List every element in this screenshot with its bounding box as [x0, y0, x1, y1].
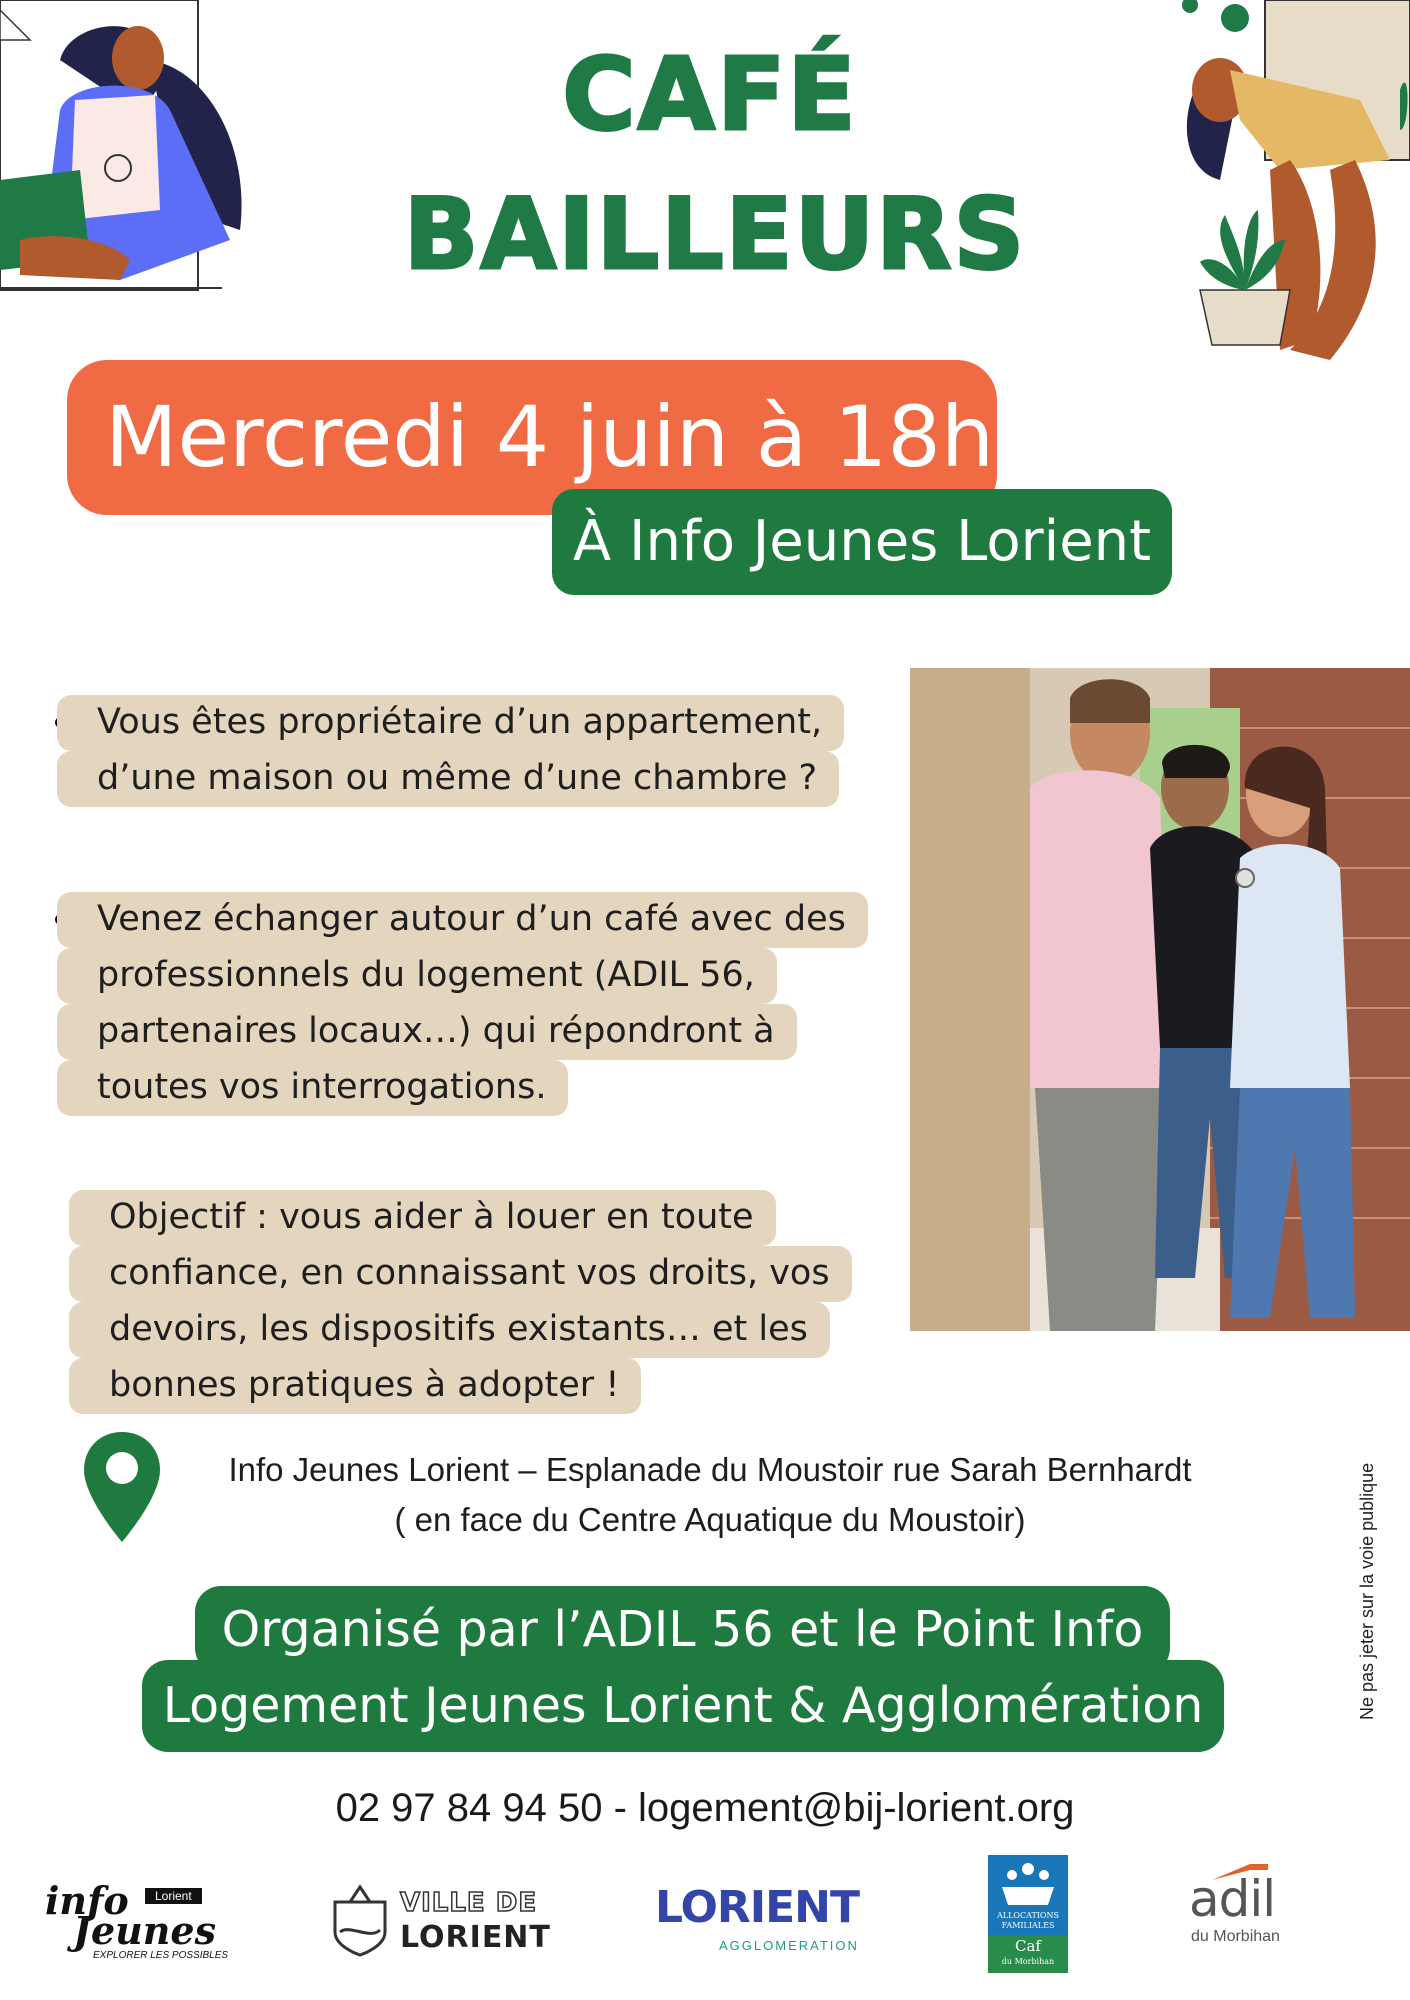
logo-info-jeunes-tag: Lorient — [145, 1888, 202, 1904]
logo-caf-line2: FAMILIALES — [1001, 1921, 1055, 1930]
logo-caf-line1: ALLOCATIONS — [997, 1911, 1059, 1920]
bullet-2 — [57, 892, 868, 1116]
bullet-2-line-3: partenaires locaux…) qui répondront à — [57, 1004, 797, 1060]
logo-agglo-line1: LORIENT — [655, 1882, 860, 1933]
caf-family-icon — [988, 1857, 1068, 1912]
bullet-1-line-1: Vous êtes propriétaire d’un appartement, — [57, 695, 844, 751]
organizer-line-1: Organisé par l’ADIL 56 et le Point Info — [195, 1586, 1170, 1674]
logo-adil-word: adil — [1189, 1870, 1276, 1928]
logo-info-jeunes-word2: Jeunes — [73, 1908, 216, 1953]
ville-crest-icon — [330, 1882, 390, 1957]
logo-ville-de-lorient — [330, 1882, 570, 1962]
photo-landlord-handing-keys — [910, 668, 1410, 1331]
logo-info-jeunes-slogan: EXPLORER LES POSSIBLES — [93, 1950, 229, 1961]
bullet-3-line-4: bonnes pratiques à adopter ! — [69, 1358, 641, 1414]
bullet-2-line-2: professionnels du logement (ADIL 56, — [57, 948, 777, 1004]
bullet-1 — [57, 695, 844, 807]
logo-adil-sub: du Morbihan — [1191, 1928, 1280, 1945]
logo-adil-morbihan — [1185, 1862, 1305, 1952]
logo-info-jeunes-word1: info — [45, 1878, 129, 1923]
logo-info-jeunes — [45, 1878, 229, 1963]
organizer-line-2: Logement Jeunes Lorient & Agglomération — [142, 1660, 1224, 1752]
event-venue: À Info Jeunes Lorient — [552, 489, 1172, 595]
logo-caf-morbihan — [988, 1855, 1068, 1973]
address-line-2: ( en face du Centre Aquatique du Moustoir) — [394, 1501, 1026, 1538]
logo-lorient-agglomeration — [655, 1882, 870, 1957]
illustration-man-with-plant — [1160, 0, 1410, 370]
event-date: Mercredi 4 juin à 18h — [67, 360, 997, 515]
side-note: Ne pas jeter sur la voie publique — [1357, 1462, 1377, 1720]
bullet-3 — [69, 1190, 852, 1414]
illustration-woman-reading — [0, 0, 260, 295]
contact-info: 02 97 84 94 50 - logement@bij-lorient.org — [335, 1786, 1075, 1830]
bullet-1-line-2: d’une maison ou même d’une chambre ? — [57, 751, 839, 807]
bullet-3-line-1: Objectif : vous aider à louer en toute — [69, 1190, 776, 1246]
logo-caf-line3: Caf — [988, 1935, 1068, 1973]
bullet-3-line-2: confiance, en connaissant vos droits, vos — [69, 1246, 852, 1302]
bullet-2-line-1: Venez échanger autour d’un café avec des — [57, 892, 868, 948]
address-line-1: Info Jeunes Lorient – Esplanade du Moustoir rue Sarah Bernhardt — [228, 1451, 1192, 1488]
bullet-2-line-4: toutes vos interrogations. — [57, 1060, 568, 1116]
logo-ville-line2: LORIENT — [400, 1920, 551, 1955]
logo-caf-line4: du Morbihan — [1001, 1957, 1055, 1966]
title-line-1: CAFÉ — [562, 36, 858, 153]
logo-agglo-line2: AGGLOMERATION — [719, 1938, 859, 1953]
logo-ville-line1: VILLE DE — [400, 1888, 538, 1918]
title-line-2: BAILLEURS — [403, 178, 1027, 292]
bullet-3-line-3: devoirs, les dispositifs existants… et les — [69, 1302, 830, 1358]
